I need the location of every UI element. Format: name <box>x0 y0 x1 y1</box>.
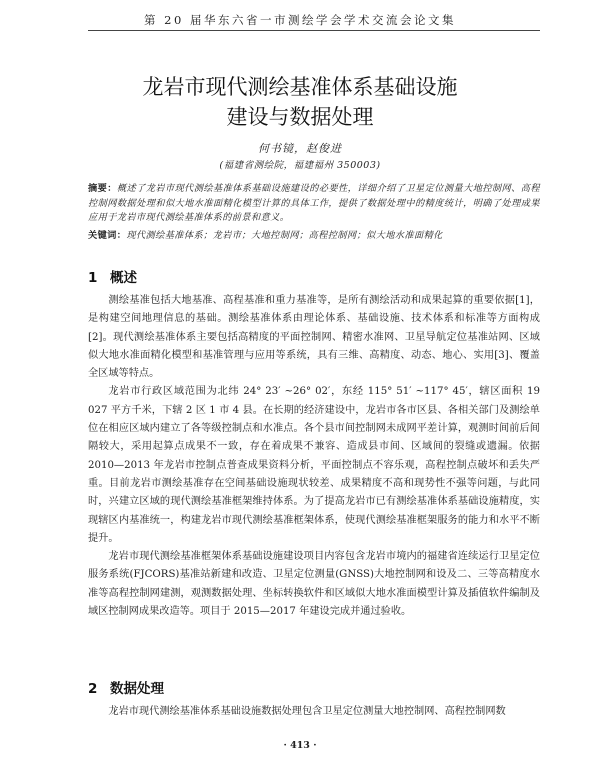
running-header: 第 20 届华东六省一市测绘学会学术交流会论文集 <box>144 13 456 27</box>
authors: 何书镜，赵俊进 <box>258 142 342 155</box>
paragraph: 龙岩市行政区域范围为北纬 24° 23′ ~26° 02′，东经 115° 51′ ~117° 45′，辖区面积 19 027 平方千米，下辖 2 区 1 市 4 县。在长期的经济建设中，龙岩市各市区县、各相关部门及测绘单位在相应区域内建立了各等级控制点和水准点。各个县市间控制网未成网平差计算，观测时间前后间隔较大，采用起算点成果不一致，存在着成果不兼容、造成县市间、区域间的裂缝或遗漏。依据 2010—2013 年龙岩市控制点普查成果资料分析，平面控制点不容乐观，高程控制点破坏和丢失严重。目前龙岩市测绘基准存在空间基础设施现状较差、成果精度不高和现势性不强等问题，与此同时，兴建立区域的现代测绘基准框架维持体系。为了提高龙岩市已有测绘基准体系基础设施精度，实现辖区内基准统一，构建龙岩市现代测绘基准框架体系，使现代测绘基准框架服务的能力和水平不断提升。 <box>88 386 540 544</box>
paragraph: 龙岩市现代测绘基准体系基础设施数据处理包含卫星定位测量大地控制网、高程控制网数 <box>108 706 506 717</box>
title-line-1: 龙岩市现代测绘基准体系基础设施 <box>142 75 458 99</box>
abstract-text: 概述了龙岩市现代测绘基准体系基础设施建设的必要性，详细介绍了卫星定位测量大地控制网、高程控制网数据处理和似大地水准面精化模型计算的具体工作，提供了数据处理中的精度统计，明确了处理成果应用于龙岩市现代测绘基准体系的前景和意义。 <box>88 183 540 223</box>
paragraph: 龙岩市现代测绘基准框架体系基础设施建设项目内容包含龙岩市境内的福建省连续运行卫星定位服务系统(FJCORS)基准站新建和改造、卫星定位测量(GNSS)大地控制网和设及二、三等高精度水准等高程控制网建测，观测数据处理、坐标转换软件和区域似大地水准面模型计算及插值软件编制及域区控制网成果改造等。项目于 2015—2017 年建设完成并通过验收。 <box>88 551 540 618</box>
paragraph: 测绘基准包括大地基准、高程基准和重力基准等，是所有测绘活动和成果起算的重要依据[1]，是构建空间地理信息的基础。测绘基准体系由理论体系、基础设施、技术体系和标准等方面构成[2]。现代测绘基准体系主要包括高精度的平面控制网、精密水准网、卫星导航定位基准站网、区域似大地水准面精化模型和基准管理与应用等系统，具有三维、高精度、动态、地心、实用[3]、覆盖全区域等特点。 <box>88 295 540 380</box>
header-rule <box>88 30 540 31</box>
section-body-overview <box>88 292 540 621</box>
section-heading-data-processing <box>88 677 164 697</box>
section-number: 2 <box>88 681 98 697</box>
section-title: 概述 <box>110 270 137 286</box>
page-number: · 413 · <box>283 740 317 751</box>
paper-title <box>0 72 600 132</box>
abstract <box>88 182 540 226</box>
abstract-label: 摘要： <box>88 183 117 194</box>
title-line-2: 建设与数据处理 <box>226 105 374 129</box>
section-title: 数据处理 <box>110 681 164 697</box>
keywords <box>88 229 540 243</box>
section-number: 1 <box>88 270 98 286</box>
section-body-data-processing <box>88 703 540 721</box>
keywords-text: 现代测绘基准体系；龙岩市；大地控制网；高程控制网；似大地水准面精化 <box>126 230 443 241</box>
affiliation: (福建省测绘院，福建福州 350003) <box>219 160 381 171</box>
section-heading-overview <box>88 266 137 286</box>
keywords-label: 关键词： <box>88 230 127 241</box>
